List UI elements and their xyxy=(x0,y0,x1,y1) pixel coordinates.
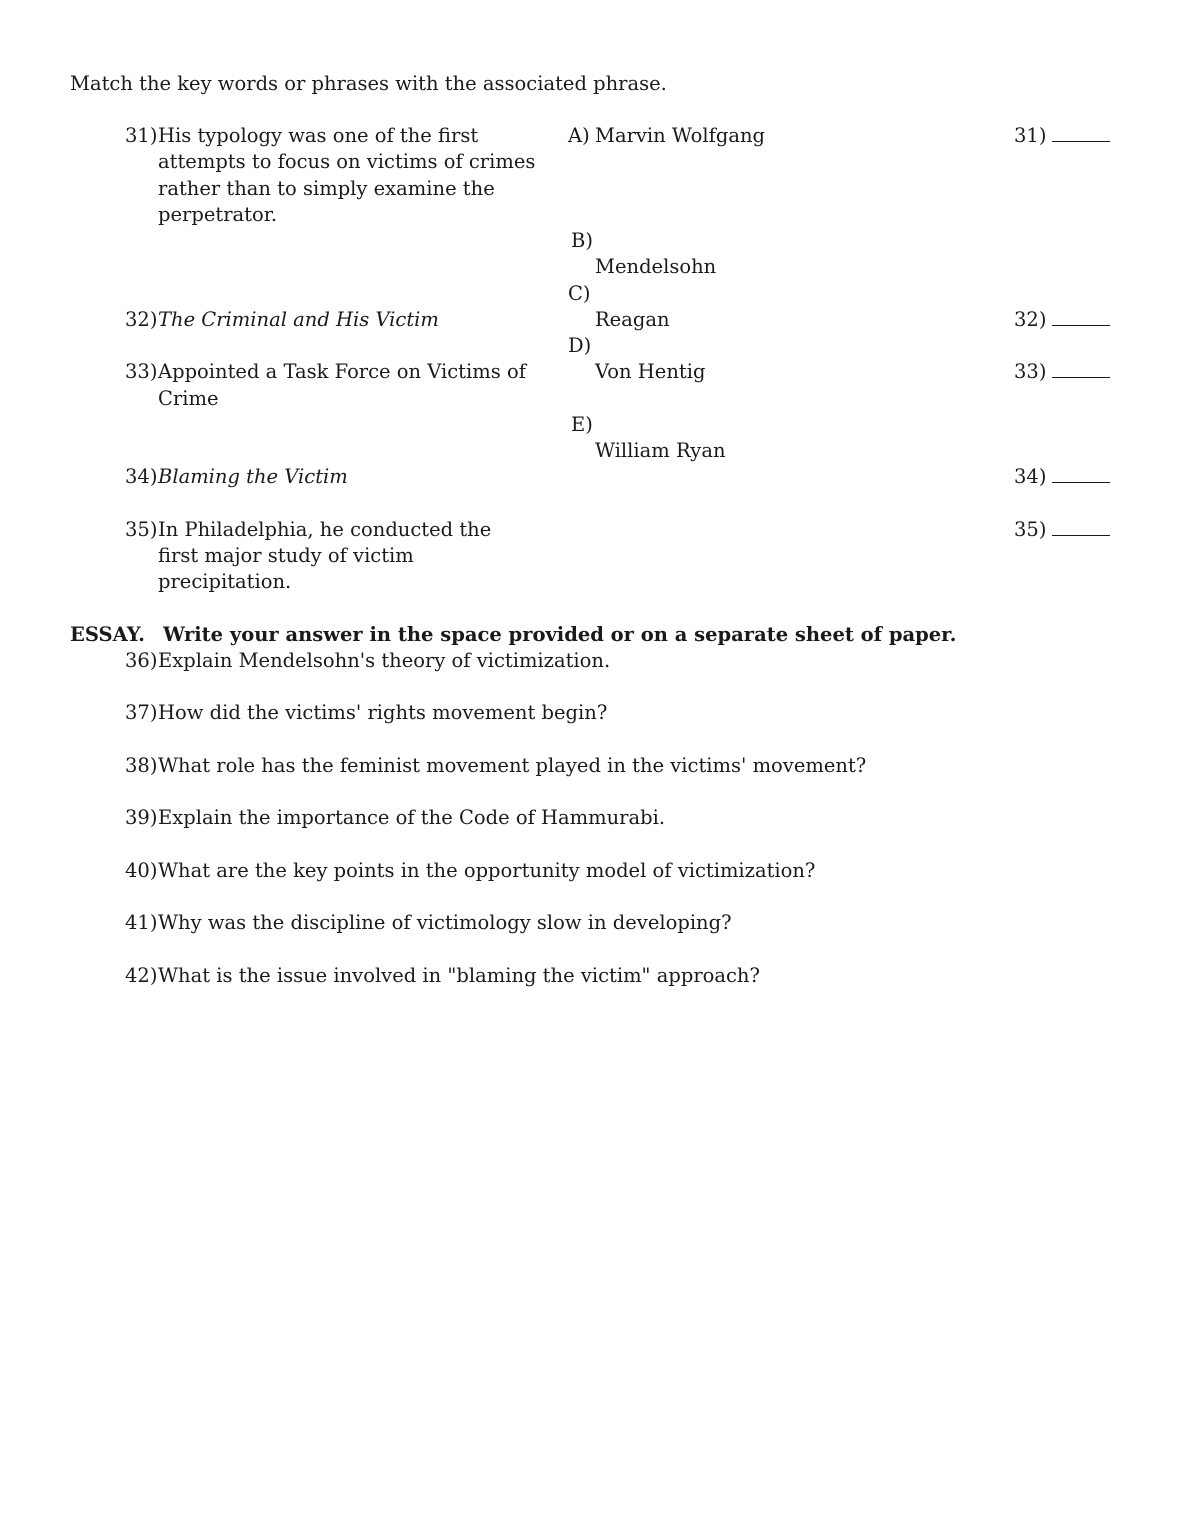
option-letter: E) xyxy=(571,413,593,436)
answer-label: 35) xyxy=(1014,518,1047,541)
instructions: Match the key words or phrases with the associated phrase. xyxy=(70,72,667,95)
essay-question-text: What role has the feminist movement played in the victims' movement? xyxy=(158,754,867,777)
question-text-line: perpetrator. xyxy=(158,203,278,226)
essay-question-number: 38) xyxy=(125,754,158,777)
answer-blank[interactable] xyxy=(1052,482,1110,483)
essay-question-text: Explain the importance of the Code of Hammurabi. xyxy=(158,806,666,829)
question-text-line: Crime xyxy=(158,387,219,410)
question-text-line: attempts to focus on victims of crimes xyxy=(158,150,536,173)
answer-blank[interactable] xyxy=(1052,141,1110,142)
answer-blank[interactable] xyxy=(1052,377,1110,378)
essay-question-number: 37) xyxy=(125,701,158,724)
answer-label: 34) xyxy=(1014,465,1047,488)
essay-question-text: How did the victims' rights movement begin? xyxy=(158,701,608,724)
answer-blank[interactable] xyxy=(1052,325,1110,326)
question-number: 34) xyxy=(125,465,158,488)
essay-question-number: 41) xyxy=(125,911,158,934)
essay-tag: ESSAY. xyxy=(70,623,145,646)
question-text-line: Appointed a Task Force on Victims of xyxy=(158,360,526,383)
option-name: Von Hentig xyxy=(595,360,706,383)
question-number: 33) xyxy=(125,360,158,383)
essay-question-number: 42) xyxy=(125,964,158,987)
essay-heading xyxy=(70,622,956,648)
answer-label: 33) xyxy=(1014,360,1047,383)
answer-blank[interactable] xyxy=(1052,535,1110,536)
question-text-line: Blaming the Victim xyxy=(158,465,348,488)
essay-question-number: 40) xyxy=(125,859,158,882)
essay-question-text: What are the key points in the opportunity model of victimization? xyxy=(158,859,816,882)
option-letter: A) xyxy=(568,124,590,147)
question-text-line: The Criminal and His Victim xyxy=(158,308,439,331)
option-letter: D) xyxy=(568,334,592,357)
question-number: 35) xyxy=(125,518,158,541)
option-name: Mendelsohn xyxy=(595,255,717,278)
answer-label: 31) xyxy=(1014,124,1047,147)
essay-question-text: Explain Mendelsohn's theory of victimization. xyxy=(158,649,611,672)
question-text-line: precipitation. xyxy=(158,570,292,593)
option-name: Marvin Wolfgang xyxy=(595,124,765,147)
essay-question-text: What is the issue involved in "blaming the victim" approach? xyxy=(158,964,760,987)
question-number: 32) xyxy=(125,308,158,331)
essay-question-text: Why was the discipline of victimology slow in developing? xyxy=(158,911,732,934)
essay-instruction: Write your answer in the space provided or on a separate sheet of paper. xyxy=(162,623,957,646)
essay-question-number: 39) xyxy=(125,806,158,829)
option-letter: C) xyxy=(568,282,591,305)
option-name: Reagan xyxy=(595,308,670,331)
question-text-line: rather than to simply examine the xyxy=(158,177,495,200)
question-text-line: In Philadelphia, he conducted the xyxy=(158,518,492,541)
option-letter: B) xyxy=(571,229,593,252)
question-text-line: first major study of victim xyxy=(158,544,414,567)
question-text-line: His typology was one of the first xyxy=(158,124,479,147)
answer-label: 32) xyxy=(1014,308,1047,331)
essay-question-number: 36) xyxy=(125,649,158,672)
question-number: 31) xyxy=(125,124,158,147)
option-name: William Ryan xyxy=(595,439,726,462)
